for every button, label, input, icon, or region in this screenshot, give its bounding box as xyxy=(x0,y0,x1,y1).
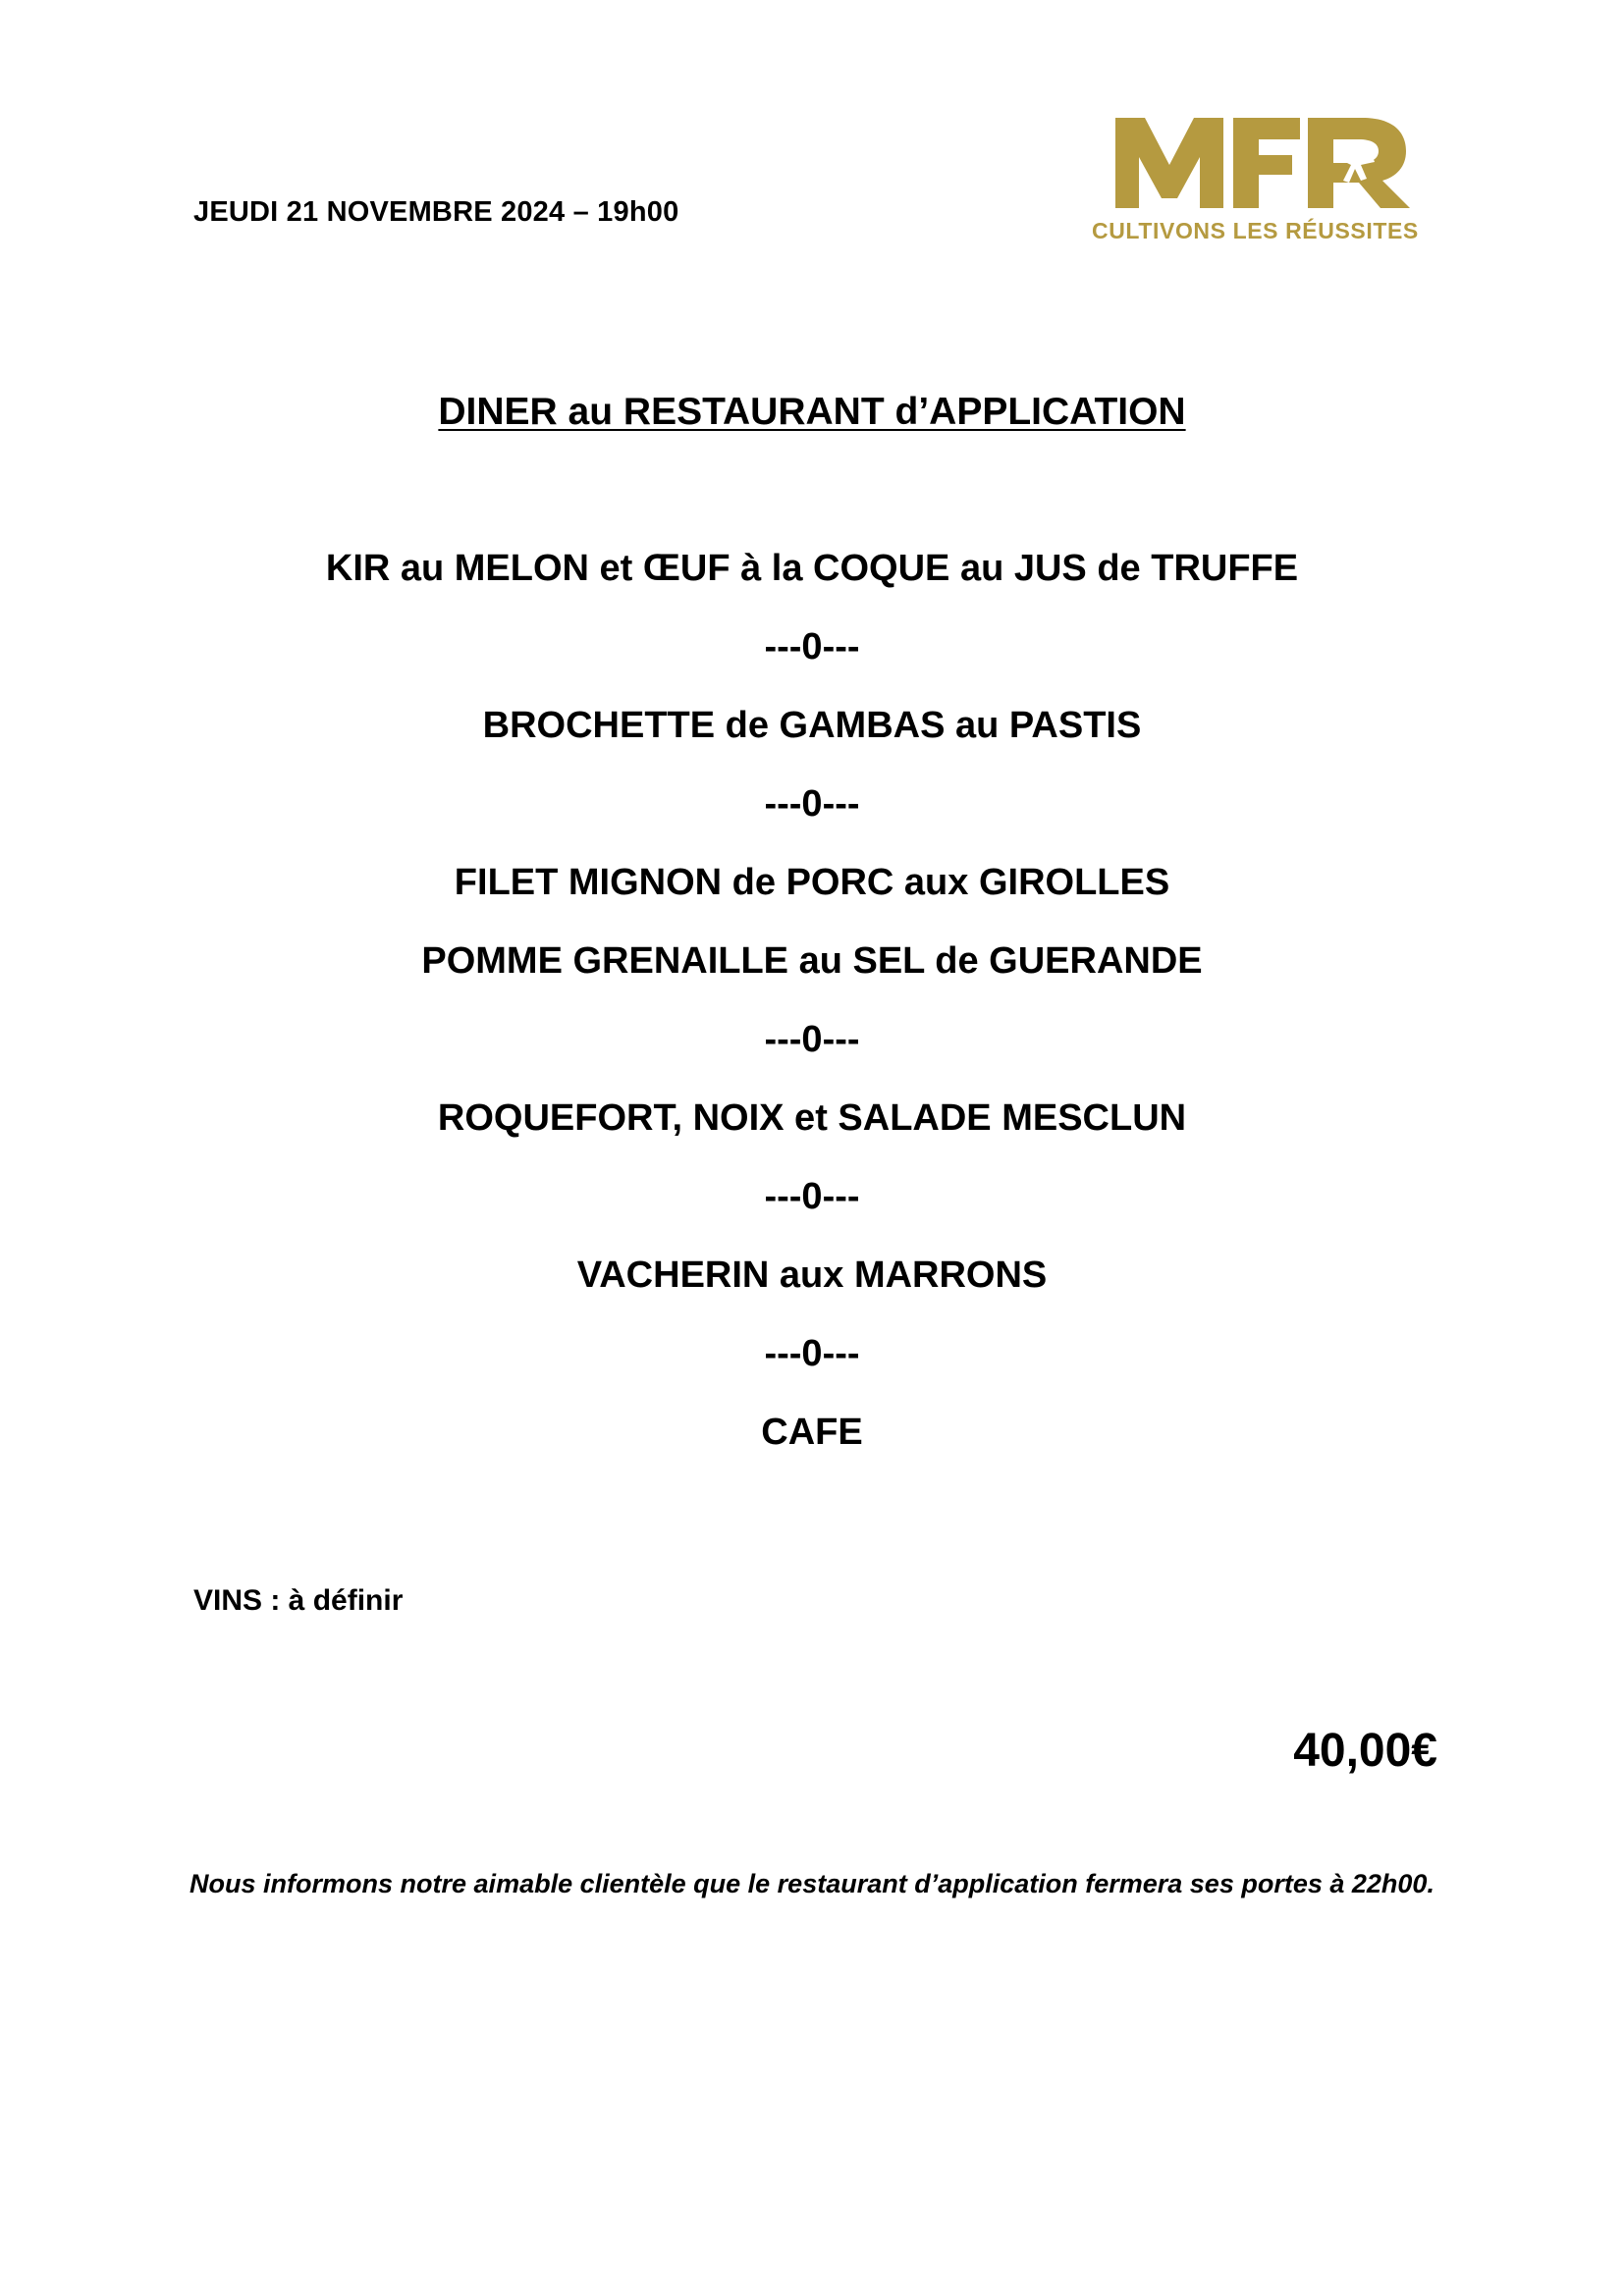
menu-separator: ---0--- xyxy=(764,626,860,667)
menu-separator: ---0--- xyxy=(764,1019,860,1060)
menu-course-starter: KIR au MELON et ŒUF à la COQUE au JUS de TRUFFE xyxy=(325,548,1299,589)
menu-separator: ---0--- xyxy=(764,1176,860,1217)
menu-title: DINER au RESTAURANT d’APPLICATION xyxy=(438,391,1186,433)
menu-separator: ---0--- xyxy=(764,1333,860,1374)
menu-course-main: FILET MIGNON de PORC aux GIROLLES xyxy=(454,862,1170,903)
mfr-logo xyxy=(1088,114,1441,251)
menu-course-side: POMME GRENAILLE au SEL de GUERANDE xyxy=(421,940,1203,982)
menu-course-dessert: VACHERIN aux MARRONS xyxy=(576,1255,1048,1296)
mfr-logo-letters-icon xyxy=(1115,114,1430,208)
menu-list xyxy=(0,542,1624,1484)
event-date: JEUDI 21 NOVEMBRE 2024 – 19h00 xyxy=(193,196,679,228)
wines-note: VINS : à définir xyxy=(193,1584,404,1617)
menu-course-coffee: CAFE xyxy=(761,1412,863,1453)
menu-separator: ---0--- xyxy=(764,783,860,825)
menu-course-entree: BROCHETTE de GAMBAS au PASTIS xyxy=(482,705,1142,746)
logo-tagline: CULTIVONS LES RÉUSSITES xyxy=(1092,218,1419,243)
menu-price: 40,00€ xyxy=(1293,1725,1437,1777)
closing-notice: Nous informons notre aimable clientèle que le restaurant d’application fermera ses portes à 22h00. xyxy=(189,1869,1435,1898)
menu-course-cheese: ROQUEFORT, NOIX et SALADE MESCLUN xyxy=(437,1097,1187,1139)
